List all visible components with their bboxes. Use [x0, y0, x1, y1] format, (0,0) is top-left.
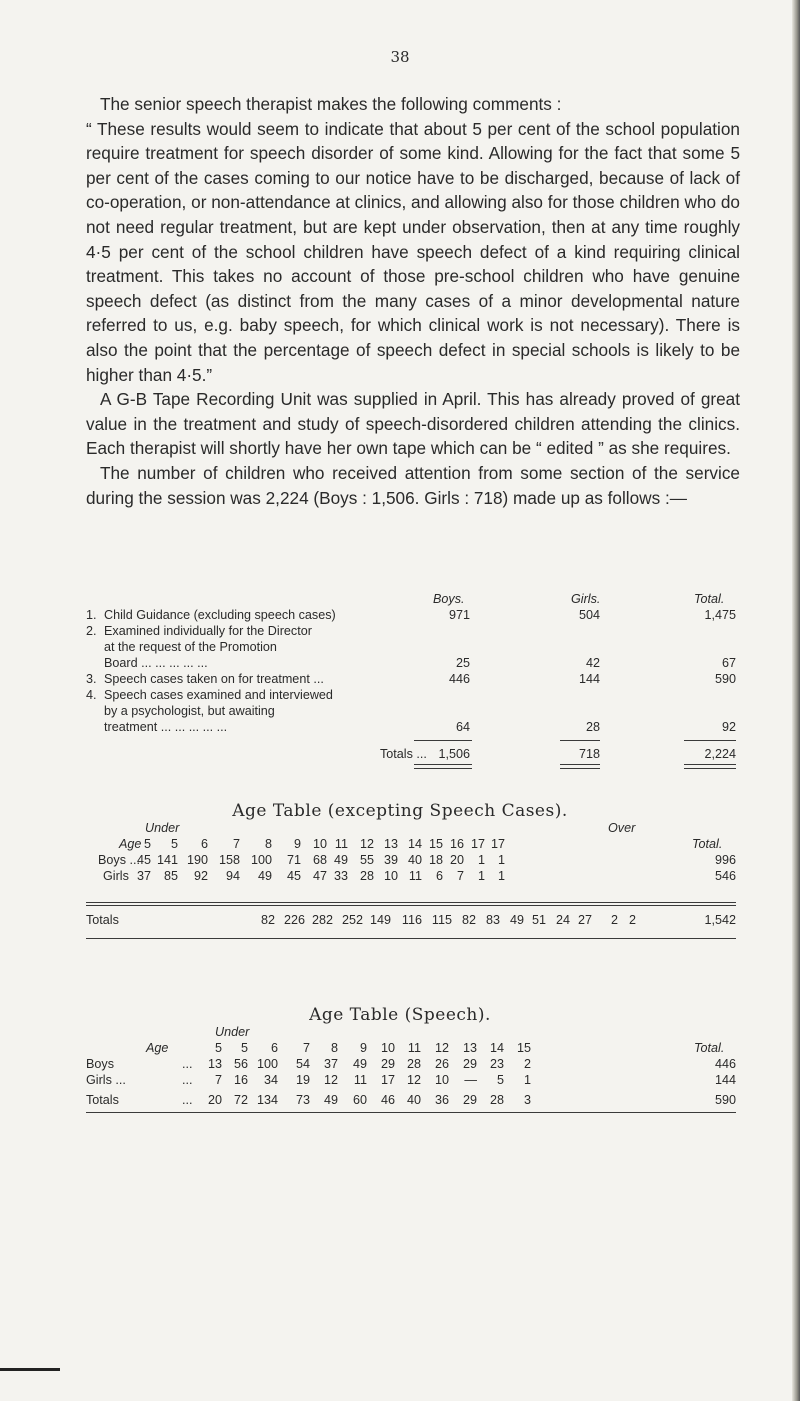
age-cell: 18	[428, 853, 443, 867]
total-total: 2,224	[704, 747, 736, 761]
age-column-header: 15	[428, 837, 443, 851]
age-cell: 28	[406, 1057, 421, 1071]
over-label: Over	[608, 821, 636, 835]
age-cell: 49	[352, 1057, 367, 1071]
age-cell: 1	[477, 869, 485, 883]
cell-girls: 42	[585, 656, 600, 670]
cell-total: 1,475	[704, 608, 736, 622]
age-column-header: 17	[470, 837, 485, 851]
total-cell: 2	[628, 913, 636, 927]
age-cell: 20	[207, 1093, 222, 1107]
age-cell: 100	[250, 853, 272, 867]
total-cell: 226	[283, 913, 305, 927]
grand-total: 1,542	[704, 913, 736, 927]
age-cell: 13	[207, 1057, 222, 1071]
age-column-header: 7	[302, 1041, 310, 1055]
age-cell: 6	[435, 869, 443, 883]
age-cell: 26	[434, 1057, 449, 1071]
age-cell: 7	[214, 1073, 222, 1087]
age-cell: —	[464, 1073, 477, 1087]
age-column-header: 6	[200, 837, 208, 851]
age-cell: 39	[383, 853, 398, 867]
paragraph-intro: The senior speech therapist makes the following comments :	[100, 94, 562, 114]
totals-label: Totals ...	[380, 747, 427, 761]
age-cell: 12	[323, 1073, 338, 1087]
row-number: 4.	[86, 688, 97, 702]
paragraph-attention-summary: The number of children who received attention from some section of the service during the session was 2,224 (Boys : 1,506. Girls : 718) made up as follows :—	[86, 462, 740, 508]
age-cell: 40	[406, 1093, 421, 1107]
row-label: Girls	[103, 869, 129, 883]
age-cell: 3	[523, 1093, 531, 1107]
row-label: Girls ...	[86, 1073, 126, 1087]
age-cell: 60	[352, 1093, 367, 1107]
age-column-header: 5	[214, 1041, 222, 1055]
age-cell: 29	[462, 1093, 477, 1107]
age-column-header: 16	[449, 837, 464, 851]
header-boys: Boys.	[433, 592, 465, 606]
age-column-header: 6	[270, 1041, 278, 1055]
age-cell: 49	[323, 1093, 338, 1107]
age-cell: 12	[406, 1073, 421, 1087]
age-cell: 85	[163, 869, 178, 883]
cell-boys: 25	[455, 656, 470, 670]
age-cell: 72	[233, 1093, 248, 1107]
row-number: 1.	[86, 608, 97, 622]
age-cell: 29	[380, 1057, 395, 1071]
age-column-header: 13	[462, 1041, 477, 1055]
leader-dots: ...	[182, 1073, 193, 1087]
total-girls: 718	[578, 747, 600, 761]
leader-dots: ...	[182, 1057, 193, 1071]
age-column-header: 17	[490, 837, 505, 851]
age-cell: 28	[489, 1093, 504, 1107]
total-cell: 115	[431, 913, 452, 927]
header-total: Total.	[694, 592, 725, 606]
age-cell: 28	[359, 869, 374, 883]
row-total: 590	[714, 1093, 736, 1107]
age-cell: 1	[497, 869, 505, 883]
row-total: 996	[714, 853, 736, 867]
total-cell: 252	[341, 913, 363, 927]
age-column-header: 14	[407, 837, 422, 851]
subtotal-rule-total	[684, 740, 736, 741]
age-cell: 141	[156, 853, 178, 867]
age-column-header: 8	[330, 1041, 338, 1055]
age-cell: 11	[353, 1073, 367, 1087]
age-cell: 100	[256, 1057, 278, 1071]
total-cell: 116	[401, 913, 422, 927]
leader-dots: ...	[182, 1093, 193, 1107]
age-cell: 37	[323, 1057, 338, 1071]
age-cell: 49	[333, 853, 348, 867]
under-label: Under	[215, 1025, 250, 1039]
cell-girls: 504	[578, 608, 600, 622]
age-column-header: 5	[240, 1041, 248, 1055]
row-number: 3.	[86, 672, 97, 686]
total-cell: 82	[461, 913, 476, 927]
paragraph-quote: “ These results would seem to indicate that about 5 per cent of the school population require treatment for speech disorder of some kind. Allowing for the fact that some 5 per cent of the cases coming to our notice have to be discharged, because of lack of co-operation, or non-attendance at clinics, and allowing also for those children who do not need regular treatment, but are kept under observation, then at any time roughly 4·5 per cent of the school children have speech defect of a kind requiring clinical treatment. This takes no account of those pre-school children who have genuine speech defect (as distinct from the many cases of a minor developmental nature referred to us, e.g. baby speech, for which clinical work is not necessary). There is also the point that the percentage of speech defect in special schools is likely to be higher than 4·5.”	[86, 118, 740, 385]
age-column-header: 5	[143, 837, 151, 851]
age-cell: 1	[477, 853, 485, 867]
row-label: Child Guidance (excluding speech cases)	[104, 608, 336, 622]
age-cell: 56	[233, 1057, 248, 1071]
totals-label: Totals	[86, 913, 119, 927]
age-column-header: 10	[380, 1041, 395, 1055]
subtotal-rule-girls	[560, 740, 600, 741]
total-boys: 1,506	[438, 747, 470, 761]
cell-boys: 64	[455, 720, 470, 734]
cell-girls: 28	[585, 720, 600, 734]
cell-total: 92	[721, 720, 736, 734]
age-cell: 158	[218, 853, 240, 867]
cell-girls: 144	[578, 672, 600, 686]
age-cell: 5	[496, 1073, 504, 1087]
age-column-header: 15	[516, 1041, 531, 1055]
row-total: 144	[714, 1073, 736, 1087]
row-label: Boys ...	[98, 853, 140, 867]
row-label: Totals	[86, 1093, 119, 1107]
row-label-line-2: by a psychologist, but awaiting	[104, 704, 275, 718]
page-number: 38	[390, 48, 410, 66]
age-cell: 1	[523, 1073, 531, 1087]
age-cell: 23	[489, 1057, 504, 1071]
double-rule-total	[684, 764, 736, 769]
row-label: Boys	[86, 1057, 114, 1071]
age-column-header: 8	[264, 837, 272, 851]
age-cell: 68	[312, 853, 327, 867]
cell-total: 67	[721, 656, 736, 670]
total-cell: 2	[610, 913, 618, 927]
row-label: Speech cases taken on for treatment ...	[104, 672, 324, 686]
age-cell: 29	[462, 1057, 477, 1071]
row-label-line-3: treatment ... ... ... ... ...	[104, 720, 228, 734]
double-rule-boys	[414, 764, 472, 769]
total-cell: 149	[369, 913, 391, 927]
binding-mark	[0, 1368, 60, 1371]
age-table-2-bottom-rule	[86, 1112, 736, 1113]
age-cell: 94	[225, 869, 240, 883]
subtotal-rule-boys	[414, 740, 472, 741]
age-cell: 40	[407, 853, 422, 867]
cell-boys: 446	[448, 672, 470, 686]
age-cell: 134	[256, 1093, 278, 1107]
total-cell: 83	[485, 913, 500, 927]
age-cell: 45	[286, 869, 301, 883]
age-cell: 1	[497, 853, 505, 867]
age-cell: 36	[434, 1093, 449, 1107]
age-cell: 49	[257, 869, 272, 883]
age-column-header: 9	[293, 837, 301, 851]
total-cell: 24	[555, 913, 570, 927]
age-label: Age	[146, 1041, 169, 1055]
age-cell: 46	[380, 1093, 395, 1107]
row-label-line-1: Speech cases examined and interviewed	[104, 688, 333, 702]
age-cell: 73	[295, 1093, 310, 1107]
age-column-header: 11	[407, 1041, 421, 1055]
total-cell: 27	[577, 913, 592, 927]
age-cell: 55	[359, 853, 374, 867]
age-cell: 47	[312, 869, 327, 883]
age-cell: 11	[408, 869, 422, 883]
paragraph-tape-recorder: A G-B Tape Recording Unit was supplied in April. This has already proved of great value in the treatment and study of speech-disordered children attending the clinics. Each therapist will shortly have her own tape which can be “ edited ” as she requires.	[86, 389, 740, 459]
header-girls: Girls.	[571, 592, 601, 606]
age-cell: 34	[263, 1073, 278, 1087]
age-cell: 10	[434, 1073, 449, 1087]
age-cell: 19	[295, 1073, 310, 1087]
age-cell: 190	[186, 853, 208, 867]
row-total: 446	[714, 1057, 736, 1071]
age-column-header: 13	[383, 837, 398, 851]
body-text	[86, 92, 740, 510]
row-label-line-1: Examined individually for the Director	[104, 624, 312, 638]
age-cell: 17	[380, 1073, 395, 1087]
age-cell: 37	[136, 869, 151, 883]
total-header: Total.	[694, 1041, 725, 1055]
cell-boys: 971	[448, 608, 470, 622]
row-total: 546	[714, 869, 736, 883]
age-cell: 16	[233, 1073, 248, 1087]
age-cell: 71	[286, 853, 301, 867]
age-label: Age	[119, 837, 142, 851]
total-cell: 51	[531, 913, 546, 927]
cell-total: 590	[714, 672, 736, 686]
double-rule-girls	[560, 764, 600, 769]
total-header: Total.	[692, 837, 723, 851]
age-column-header: 5	[170, 837, 178, 851]
total-cell: 49	[509, 913, 524, 927]
age-cell: 2	[523, 1057, 531, 1071]
age-cell: 20	[449, 853, 464, 867]
age-column-header: 12	[434, 1041, 449, 1055]
age-cell: 45	[136, 853, 151, 867]
age-column-header: 10	[312, 837, 327, 851]
age-cell: 92	[193, 869, 208, 883]
age-column-header: 9	[359, 1041, 367, 1055]
age-cell: 7	[456, 869, 464, 883]
age-cell: 54	[295, 1057, 310, 1071]
age-table-1-rule-double	[86, 905, 736, 906]
age-column-header: 12	[359, 837, 374, 851]
under-label: Under	[145, 821, 180, 835]
age-table-1-title: Age Table (excepting Speech Cases).	[232, 801, 568, 821]
age-table-1-rule	[86, 902, 736, 903]
age-cell: 33	[333, 869, 348, 883]
total-cell: 82	[260, 913, 275, 927]
total-cell: 282	[311, 913, 333, 927]
row-label-line-3: Board ... ... ... ... ...	[104, 656, 208, 670]
age-column-header: 11	[334, 837, 348, 851]
age-column-header: 14	[489, 1041, 504, 1055]
age-column-header: 7	[232, 837, 240, 851]
age-cell: 10	[383, 869, 398, 883]
row-number: 2.	[86, 624, 97, 638]
page-edge-shadow	[792, 0, 800, 1401]
row-label-line-2: at the request of the Promotion	[104, 640, 277, 654]
age-table-1-bottom-rule	[86, 938, 736, 939]
age-table-2-title: Age Table (Speech).	[309, 1005, 491, 1025]
